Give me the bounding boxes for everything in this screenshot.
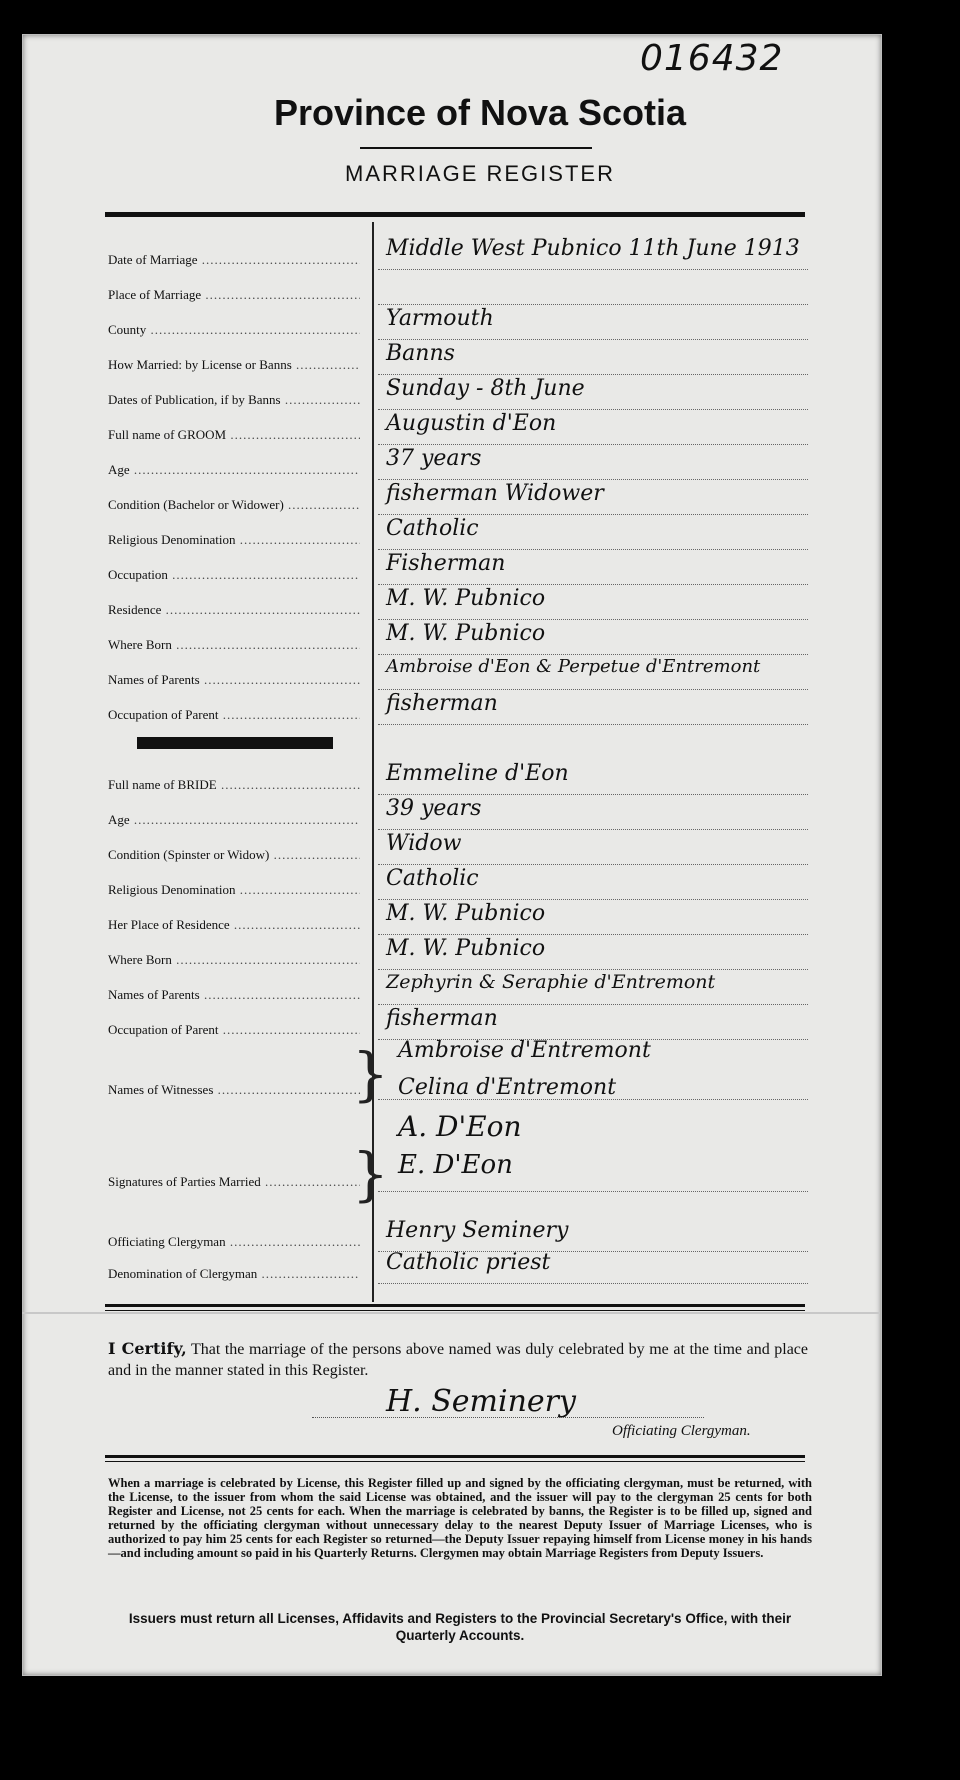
- field-label: Denomination of Clergyman .....: [108, 1266, 360, 1282]
- document-title: Province of Nova Scotia: [273, 92, 687, 133]
- field-row: [108, 481, 808, 515]
- field-row: [108, 796, 808, 830]
- field-line: [378, 374, 808, 375]
- field-line: [378, 829, 808, 830]
- field-row: [108, 446, 808, 480]
- field-value: Emmeline d'Eon: [386, 761, 569, 786]
- section-separator-bar: [137, 737, 333, 749]
- party-signature: E. D'Eon: [398, 1150, 513, 1180]
- field-row: [108, 1250, 808, 1284]
- field-line: [378, 654, 808, 655]
- notice-rule: [105, 1455, 805, 1458]
- field-line: [378, 269, 808, 270]
- field-line: [378, 619, 808, 620]
- field-label: How Married: by License or Banns .....: [108, 357, 360, 373]
- field-value: Zephyrin & Seraphie d'Entremont: [386, 971, 716, 993]
- field-value: Henry Seminery: [386, 1218, 569, 1243]
- field-label: County .....: [108, 322, 360, 338]
- notice-rule-thin: [105, 1461, 805, 1462]
- field-label: Where Born .....: [108, 952, 360, 968]
- field-value: M. W. Pubnico: [386, 936, 546, 961]
- field-label: Names of Parents .....: [108, 987, 360, 1003]
- field-row: [108, 376, 808, 410]
- field-value: Catholic: [386, 516, 479, 541]
- field-value: Catholic: [386, 866, 479, 891]
- field-value: 39 years: [386, 796, 482, 821]
- field-line: [378, 864, 808, 865]
- field-row: [108, 1006, 808, 1040]
- field-label: Signatures of Parties Married .....: [108, 1174, 360, 1190]
- certify-body: That the marriage of the persons above named was duly celebrated by me at the time and place and in the manner stated in this Register.: [108, 1341, 809, 1379]
- field-label: Her Place of Residence .....: [108, 917, 360, 933]
- field-value: M. W. Pubnico: [386, 901, 546, 926]
- signature-line: [312, 1417, 704, 1418]
- party-signature: A. D'Eon: [398, 1110, 522, 1143]
- paper-fold-line: [22, 1312, 880, 1314]
- signature-label: Officiating Clergyman.: [612, 1423, 751, 1439]
- field-label: Occupation of Parent .....: [108, 1022, 360, 1038]
- field-value: 37 years: [386, 446, 482, 471]
- field-line: [378, 899, 808, 900]
- field-label: Condition (Spinster or Widow) .....: [108, 847, 360, 863]
- field-row: [108, 283, 808, 305]
- field-label: Residence .....: [108, 602, 360, 618]
- field-label: Names of Parents .....: [108, 672, 360, 688]
- field-row: [108, 901, 808, 935]
- field-label: Officiating Clergyman .....: [108, 1234, 360, 1250]
- field-row: [108, 341, 808, 375]
- field-value: fisherman: [386, 1006, 498, 1031]
- field-line: [378, 724, 808, 725]
- field-row: [108, 656, 808, 690]
- parties-brace: }: [352, 1140, 389, 1208]
- field-row: [108, 761, 808, 795]
- field-value: Ambroise d'Eon & Perpetue d'Entremont: [386, 656, 761, 677]
- issuer-footer: Issuers must return all Licenses, Affidavits and Registers to the Provincial Secretary's Office, with their Quarterly Accounts.: [128, 1611, 792, 1643]
- field-label: Dates of Publication, if by Banns .....: [108, 392, 360, 408]
- field-line: [378, 514, 808, 515]
- field-label: Date of Marriage .....: [108, 252, 360, 268]
- field-row: [108, 621, 808, 655]
- field-line: [378, 304, 808, 305]
- field-row: [108, 516, 808, 550]
- field-line: [378, 409, 808, 410]
- field-row: [108, 1218, 808, 1252]
- field-line: [378, 584, 808, 585]
- field-label: Full name of GROOM .....: [108, 427, 360, 443]
- field-line: [378, 934, 808, 935]
- field-value: Banns: [386, 341, 455, 366]
- field-line: [378, 1004, 808, 1005]
- header-rule: [105, 212, 805, 217]
- field-label: Age .....: [108, 812, 360, 828]
- field-row: [108, 831, 808, 865]
- register-number: 016432: [640, 38, 784, 79]
- clergy-rule: [105, 1304, 805, 1307]
- field-value: Augustin d'Eon: [386, 411, 557, 436]
- field-value: M. W. Pubnico: [386, 621, 546, 646]
- field-label: Names of Witnesses .....: [108, 1082, 360, 1098]
- field-label: Religious Denomination .....: [108, 532, 360, 548]
- field-value: fisherman: [386, 691, 498, 716]
- field-label: Place of Marriage .....: [108, 287, 360, 303]
- field-label: Age .....: [108, 462, 360, 478]
- document-subtitle: MARRIAGE REGISTER: [345, 161, 615, 186]
- field-row: [108, 971, 808, 1005]
- field-label: Religious Denomination .....: [108, 882, 360, 898]
- field-row: [108, 411, 808, 445]
- field-value: Catholic priest: [386, 1250, 551, 1275]
- field-row: [108, 866, 808, 900]
- field-line: [378, 444, 808, 445]
- field-value: fisherman Widower: [386, 481, 604, 506]
- field-value: Sunday - 8th June: [386, 376, 585, 401]
- field-line: [378, 1191, 808, 1192]
- field-row: [108, 691, 808, 725]
- field-row: [108, 551, 808, 585]
- field-line: [378, 794, 808, 795]
- field-row: [108, 306, 808, 340]
- field-value: M. W. Pubnico: [386, 586, 546, 611]
- field-value: Widow: [386, 831, 462, 856]
- field-line: [378, 549, 808, 550]
- title-underline: [360, 147, 592, 149]
- field-label: Where Born .....: [108, 637, 360, 653]
- witness-name: Ambroise d'Entremont: [398, 1038, 651, 1063]
- field-line: [378, 1283, 808, 1284]
- certification-text: [108, 1338, 808, 1381]
- field-value: Middle West Pubnico 11th June 1913: [386, 236, 800, 261]
- field-value: Fisherman: [386, 551, 506, 576]
- witness-name: Celina d'Entremont: [398, 1075, 617, 1100]
- certify-lead: I Certify,: [108, 1339, 187, 1358]
- field-line: [378, 689, 808, 690]
- clergyman-signature: H. Seminery: [386, 1384, 576, 1419]
- field-value: Yarmouth: [386, 306, 494, 331]
- instructions-notice: When a marriage is celebrated by License, this Register filled up and signed by the officiating clergyman, must be returned, with the License, to the issuer from whom the said License was obtained, and the issuer will pay to the clergyman 25 cents for both Register and License, not 25 cents for each. When the marriage is celebrated by banns, the Register is to be filled up, signed and returned by the officiating clergyman without unnecessary delay to the nearest Deputy Issuer of Marriage Licenses, who is authorized to pay him 25 cents for each Register so returned—the Deputy Issuer repaying himself from License money in his hands—and including amount so paid in his Quarterly Returns. Clergymen may obtain Marriage Registers from Deputy Issuers.: [108, 1476, 812, 1560]
- field-label: Occupation .....: [108, 567, 360, 583]
- field-line: [378, 479, 808, 480]
- clergy-rule-thin: [105, 1310, 805, 1311]
- field-label: Occupation of Parent .....: [108, 707, 360, 723]
- witnesses-brace: }: [352, 1040, 389, 1108]
- field-label: Full name of BRIDE .....: [108, 777, 360, 793]
- field-row: [108, 236, 808, 270]
- field-line: [378, 339, 808, 340]
- field-label: Condition (Bachelor or Widower) .....: [108, 497, 360, 513]
- field-line: [378, 969, 808, 970]
- field-row: [108, 936, 808, 970]
- field-row: [108, 586, 808, 620]
